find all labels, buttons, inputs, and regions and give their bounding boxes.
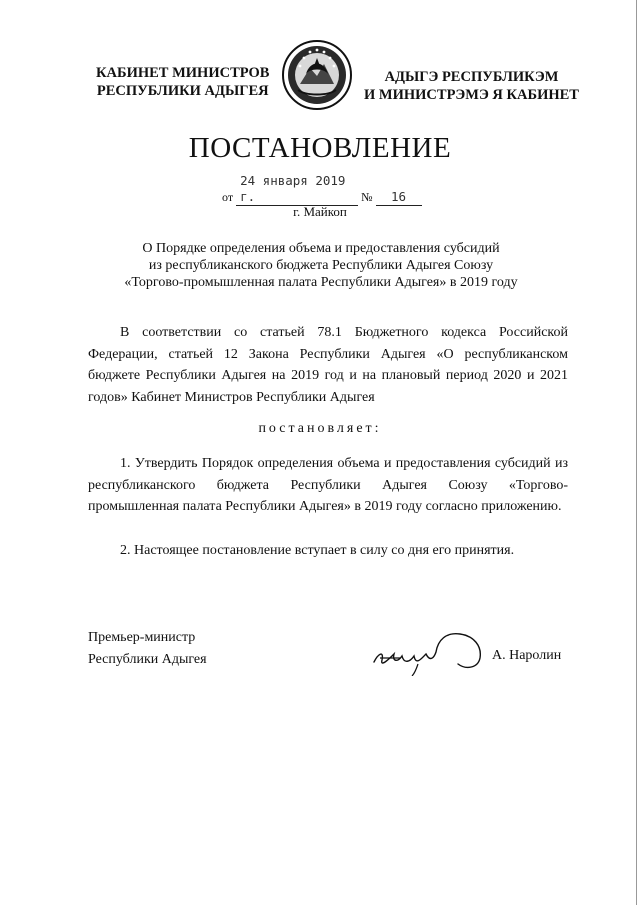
document-subject (96, 240, 546, 291)
position-line1: Премьер-министр (88, 630, 196, 645)
preamble-paragraph: В соответствии со статьей 78.1 Бюджетного кодекса Российской Федерации, статьей 12 Закона Республики Адыгея «О республиканском бюджете Республики Адыгея на 2019 год и на плановый период 2020 и 2021 годов» Кабинет Министров Республики Адыгея (88, 325, 568, 405)
item-2-paragraph: 2. Настоящее постановление вступает в силу со дня его принятия. (120, 543, 515, 558)
date-value: 24 января 2019 г. (240, 173, 346, 204)
header-left (96, 64, 269, 100)
coat-of-arms-emblem-icon (280, 38, 354, 112)
document-title: ПОСТАНОВЛЕНИЕ (188, 132, 452, 164)
handwritten-signature (370, 628, 490, 676)
position-line2: Республики Адыгея (88, 651, 207, 667)
date-number-line (222, 173, 422, 206)
header-right (364, 68, 579, 104)
subject-line2: из республиканского бюджета Республики Адыгея Союзу (148, 258, 494, 273)
header-right-line2: И МИНИСТРЭМЭ Я КАБИНЕТ (364, 87, 579, 103)
subject-line3: «Торгово-промышленная палата Республики Адыгея» в 2019 году (124, 275, 518, 290)
header-left-line2: РЕСПУБЛИКИ АДЫГЕЯ (96, 83, 269, 99)
header-left-line1: КАБИНЕТ МИНИСТРОВ (96, 65, 270, 81)
city: г. Майкоп (293, 204, 347, 219)
header-right-line1: АДЫГЭ РЕСПУБЛИКЭМ (384, 69, 559, 85)
item-1-paragraph: 1. Утвердить Порядок определения объема и предоставления субсидий из республиканского бюджета Республики Адыгея Союзу «Торгово-промышленная палата Республики Адыгея» в 2019 году согласно приложению. (88, 456, 568, 514)
date-from-label: от (222, 190, 234, 204)
number-label: № (361, 190, 373, 204)
signatory-position (88, 627, 207, 670)
resolves-heading: постановляет: (258, 421, 382, 436)
subject-line1: О Порядке определения объема и предоставления субсидий (142, 241, 500, 256)
number-value: 16 (391, 189, 407, 204)
signatory-name: А. Наролин (492, 648, 562, 663)
